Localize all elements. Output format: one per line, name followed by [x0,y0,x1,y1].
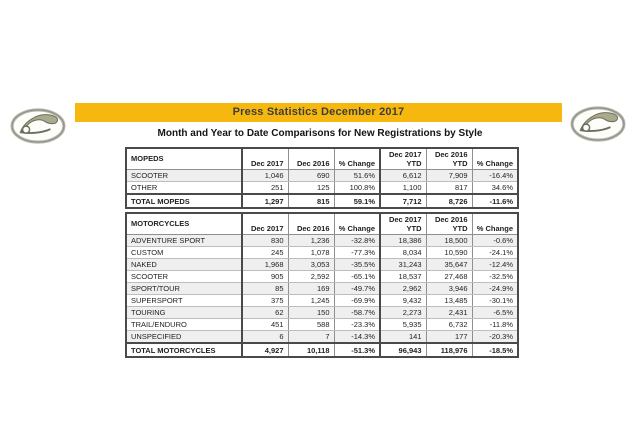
cell-value: 817 [426,182,472,195]
column-header: % Change [472,148,518,170]
oval-scooter-logo-icon [10,105,66,147]
cell-value: -24.9% [472,283,518,295]
cell-value: 1,078 [288,247,334,259]
table-title: MOPEDS [126,148,242,170]
table-row [126,247,518,259]
cell-value: -65.1% [334,271,380,283]
cell-value: -77.3% [334,247,380,259]
column-header: % Change [334,213,380,235]
cell-value: 7,909 [426,170,472,182]
cell-value: 85 [242,283,288,295]
total-value: -51.3% [334,343,380,357]
cell-value: -16.4% [472,170,518,182]
cell-value: 6 [242,331,288,344]
total-label: TOTAL MOPEDS [126,194,242,208]
column-header: Dec 2016 YTD [426,148,472,170]
table-row [126,331,518,344]
cell-value: 6,732 [426,319,472,331]
cell-value: 3,053 [288,259,334,271]
total-value: 7,712 [380,194,426,208]
header-row [126,213,518,235]
cell-value: 905 [242,271,288,283]
cell-value: 2,962 [380,283,426,295]
cell-value: -12.4% [472,259,518,271]
cell-value: 375 [242,295,288,307]
mopeds-table [125,147,519,209]
cell-value: -6.5% [472,307,518,319]
cell-value: 35,647 [426,259,472,271]
column-header: Dec 2017 YTD [380,148,426,170]
cell-value: 18,537 [380,271,426,283]
cell-value: -49.7% [334,283,380,295]
row-label: SCOOTER [126,271,242,283]
cell-value: -32.5% [472,271,518,283]
cell-value: 830 [242,235,288,247]
cell-value: 18,500 [426,235,472,247]
row-label: NAKED [126,259,242,271]
row-label: SPORT/TOUR [126,283,242,295]
total-value: 59.1% [334,194,380,208]
cell-value: 34.6% [472,182,518,195]
cell-value: 251 [242,182,288,195]
column-header: Dec 2017 [242,148,288,170]
row-label: TRAIL/ENDURO [126,319,242,331]
total-value: -18.5% [472,343,518,357]
table-row [126,259,518,271]
total-value: 815 [288,194,334,208]
cell-value: -11.8% [472,319,518,331]
cell-value: 588 [288,319,334,331]
total-value: 10,118 [288,343,334,357]
cell-value: 150 [288,307,334,319]
table-row [126,319,518,331]
total-value: 1,297 [242,194,288,208]
row-label: OTHER [126,182,242,195]
cell-value: 31,243 [380,259,426,271]
motorcycles-table [125,212,519,358]
cell-value: -35.5% [334,259,380,271]
column-header: Dec 2017 YTD [380,213,426,235]
cell-value: 5,935 [380,319,426,331]
cell-value: 100.8% [334,182,380,195]
cell-value: -58.7% [334,307,380,319]
cell-value: 9,432 [380,295,426,307]
cell-value: 1,100 [380,182,426,195]
cell-value: 245 [242,247,288,259]
cell-value: 7 [288,331,334,344]
cell-value: 13,485 [426,295,472,307]
row-label: CUSTOM [126,247,242,259]
banner [75,103,562,122]
cell-value: -14.3% [334,331,380,344]
table-row [126,307,518,319]
cell-value: 51.6% [334,170,380,182]
cell-value: 177 [426,331,472,344]
total-value: 118,976 [426,343,472,357]
header-row [126,148,518,170]
cell-value: 2,273 [380,307,426,319]
total-value: 4,927 [242,343,288,357]
cell-value: 125 [288,182,334,195]
cell-value: 451 [242,319,288,331]
page-subtitle: Month and Year to Date Comparisons for New Registrations by Style [157,128,483,139]
table-row [126,170,518,182]
cell-value: -23.3% [334,319,380,331]
total-row [126,194,518,208]
cell-value: 690 [288,170,334,182]
row-label: SCOOTER [126,170,242,182]
column-header: Dec 2016 [288,213,334,235]
cell-value: -24.1% [472,247,518,259]
total-value: -11.6% [472,194,518,208]
column-header: % Change [472,213,518,235]
column-header: Dec 2017 [242,213,288,235]
cell-value: 1,968 [242,259,288,271]
table-row [126,283,518,295]
cell-value: 141 [380,331,426,344]
table-row [126,295,518,307]
row-label: ADVENTURE SPORT [126,235,242,247]
row-label: SUPERSPORT [126,295,242,307]
cell-value: 10,590 [426,247,472,259]
cell-value: 3,946 [426,283,472,295]
cell-value: 62 [242,307,288,319]
cell-value: -32.8% [334,235,380,247]
row-label: TOURING [126,307,242,319]
cell-value: 27,468 [426,271,472,283]
cell-value: 1,046 [242,170,288,182]
column-header: Dec 2016 [288,148,334,170]
cell-value: -69.9% [334,295,380,307]
total-value: 8,726 [426,194,472,208]
cell-value: 1,245 [288,295,334,307]
column-header: % Change [334,148,380,170]
table-row [126,235,518,247]
row-label: UNSPECIFIED [126,331,242,344]
cell-value: -20.3% [472,331,518,344]
brand-logo-left [10,105,66,147]
cell-value: 8,034 [380,247,426,259]
cell-value: 6,612 [380,170,426,182]
column-header: Dec 2016 YTD [426,213,472,235]
cell-value: -30.1% [472,295,518,307]
total-row [126,343,518,357]
banner-title: Press Statistics December 2017 [232,106,405,118]
cell-value: 169 [288,283,334,295]
cell-value: -0.6% [472,235,518,247]
table-row [126,182,518,195]
total-label: TOTAL MOTORCYCLES [126,343,242,357]
total-value: 96,943 [380,343,426,357]
table-title: MOTORCYCLES [126,213,242,235]
cell-value: 2,592 [288,271,334,283]
table-row [126,271,518,283]
cell-value: 2,431 [426,307,472,319]
cell-value: 1,236 [288,235,334,247]
cell-value: 18,386 [380,235,426,247]
